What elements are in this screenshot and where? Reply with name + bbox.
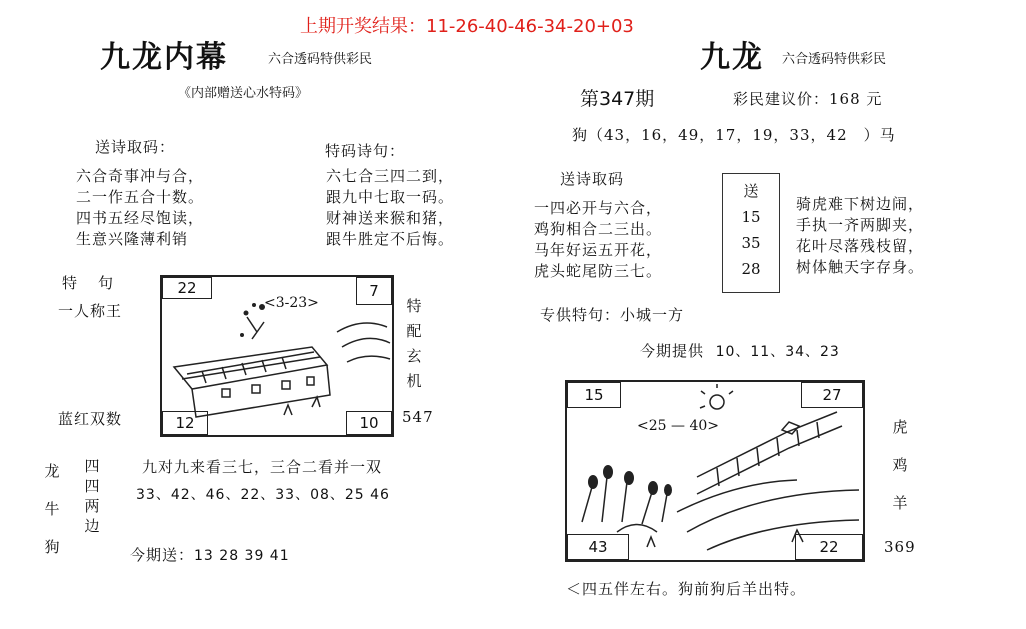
zodiac-char: 虎 [892, 418, 908, 436]
right-today [640, 340, 840, 361]
poem-line: 马年好运五开花， [534, 241, 663, 259]
today-label: 今期提供 [640, 342, 705, 360]
poem-line: 跟九中七取一码。 [326, 188, 455, 206]
right-corner-top-left: 15 [567, 382, 621, 408]
left-corner-top-right: 7 [356, 277, 392, 305]
left-send-poem [76, 166, 204, 250]
edge-char: 边 [84, 517, 100, 535]
left-range-note: <3-23> [264, 295, 319, 311]
vertical-char: 特 [406, 297, 422, 315]
poem-line: 二一作五合十数。 [76, 188, 205, 206]
wall-shape [192, 365, 330, 417]
left-send-poem-heading: 送诗取码： [95, 138, 176, 156]
send-today-label: 今期送： [130, 546, 195, 564]
right-send-box [722, 173, 780, 293]
price-label: 彩民建议价： [733, 90, 830, 108]
zodiac-char: 牛 [44, 500, 60, 518]
left-tagline: 《内部赠送心水特码》 [178, 86, 309, 101]
edge-char: 四 [84, 457, 100, 475]
left-send-today [130, 544, 290, 565]
last-result-numbers: 11-26-40-46-34-20+03 [426, 16, 634, 37]
poem-line: 四书五经尽饱读， [76, 209, 205, 227]
vertical-char: 配 [406, 322, 422, 340]
poem-line: 树体触天字存身。 [796, 258, 925, 276]
send-today-numbers: 13 28 39 41 [194, 548, 290, 564]
left-corner-bottom-right: 10 [346, 411, 392, 435]
right-dog-line: 狗（43，16，49，17，19，33，42 ）马 [572, 126, 896, 144]
poem-line: 一四必开与六合， [534, 199, 663, 217]
edge-char: 两 [84, 497, 100, 515]
right-subtitle: 六合透码特供彩民 [782, 52, 887, 67]
left-zodiac-column [42, 452, 62, 566]
poem-line: 财神送来猴和猪， [326, 209, 455, 227]
left-edge-column [82, 456, 102, 536]
vertical-char: 玄 [406, 347, 422, 365]
left-special-poem [326, 166, 454, 250]
last-result-label: 上期开奖结果： [300, 16, 426, 37]
right-range-note: <25 — 40> [637, 418, 719, 434]
zodiac-char: 羊 [892, 494, 908, 512]
right-special-phrase [540, 304, 684, 325]
poem-line: 跟牛胜定不后悔。 [326, 230, 455, 248]
edge-char: 四 [84, 477, 100, 495]
right-issue: 第347期 [580, 88, 655, 110]
left-special-poem-heading: 特码诗句： [325, 142, 406, 160]
poem-line: 骑虎难下树边闹， [796, 195, 925, 213]
poem-line: 鸡狗相合二三出。 [534, 220, 663, 238]
left-vertical-number: 547 [402, 408, 434, 426]
send-box-item: 送 [743, 182, 759, 200]
right-vertical-zodiac [890, 408, 910, 522]
special-phrase-label: 专供特句： [540, 306, 621, 324]
right-price [733, 88, 882, 109]
left-vertical-note [404, 294, 424, 394]
left-subtitle: 六合透码特供彩民 [268, 52, 373, 67]
poem-line: 手执一齐两脚夹， [796, 216, 925, 234]
vertical-char: 机 [406, 372, 422, 390]
right-corner-top-right: 27 [801, 382, 863, 408]
poem-line: 六合奇事冲与合， [76, 167, 205, 185]
poem-line: 生意兴隆薄利销 [76, 230, 189, 248]
right-corner-bottom-left: 43 [567, 534, 629, 560]
send-box-item: 15 [741, 208, 761, 226]
right-bottom-line: ＜四五伴左右。狗前狗后羊出特。 [566, 580, 807, 598]
special-phrase-text: 小城一方 [620, 306, 685, 324]
right-corner-bottom-right: 22 [795, 534, 863, 560]
left-corner-bottom-left: 12 [162, 411, 208, 435]
left-special-phrase: 一人称王 [58, 302, 123, 320]
right-poem-left [534, 198, 662, 282]
left-title: 九龙内幕 [100, 40, 228, 75]
left-special-phrase-label: 特 句 [62, 274, 117, 292]
right-title: 九龙 [700, 40, 764, 75]
price-value: 168 元 [829, 90, 883, 108]
poem-line: 六七合三四二到， [326, 167, 455, 185]
left-sketch-picture [160, 275, 394, 437]
left-numbers-line: 33、42、46、22、33、08、25 46 [136, 487, 390, 503]
left-blue-red-label: 蓝红双数 [58, 410, 123, 428]
last-result [300, 12, 634, 38]
zodiac-char: 狗 [44, 538, 60, 556]
zodiac-char: 龙 [44, 462, 60, 480]
poem-line: 花叶尽落残枝留， [796, 237, 925, 255]
left-hint-line: 九对九来看三七，三合二看并一双 [142, 458, 383, 476]
send-box-item: 35 [741, 234, 761, 252]
today-numbers: 10、11、34、23 [715, 344, 840, 360]
right-send-poem-heading: 送诗取码 [560, 170, 625, 188]
right-sketch-picture [565, 380, 865, 562]
zodiac-char: 鸡 [892, 456, 908, 474]
right-vertical-number: 369 [884, 538, 916, 556]
poem-line: 虎头蛇尾防三七。 [534, 262, 663, 280]
right-poem-right [796, 194, 924, 278]
send-box-item: 28 [741, 260, 761, 278]
left-corner-top-left: 22 [162, 277, 212, 299]
